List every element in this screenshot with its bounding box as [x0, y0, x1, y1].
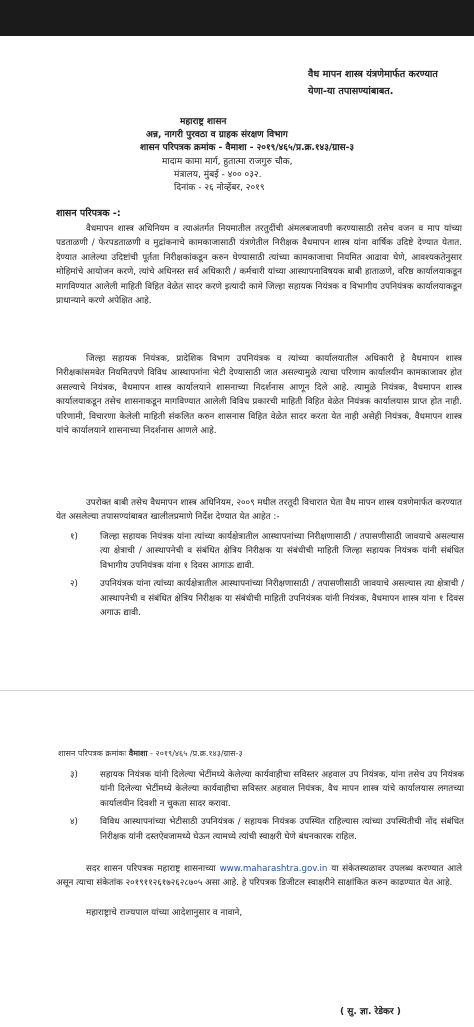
list-item-text: विविध आस्थापनांच्या भेटीसाठी उपनियंत्रक / सहायक नियंत्रक उपस्थित राहिल्यास त्यांच्या उपस्थितीची नोंद संबंधित निरीक्षक यांनी दस्तऐवजामध्ये घेऊन त्यामध्ये त्यांची स्वाक्षरी घेणे बंधनकारक राहिल.	[100, 817, 464, 842]
government-name: महाराष्ट्र शासन	[180, 117, 227, 127]
address-line-1: मादाम कामा मार्ग, हुतात्मा राजगुरु चौक,	[162, 156, 293, 167]
circular-number: शासन परिपत्रक क्रमांक - वैमाशा - २०१९/४६५/प्र.क्र.१४३/ग्रास-३	[140, 143, 355, 154]
top-toolbar	[0, 0, 474, 36]
circular-date: दिनांक - २६ नोव्हेंबर, २०१९	[174, 183, 265, 194]
document-page-1	[0, 36, 474, 700]
page-gap	[0, 700, 474, 740]
ref-prefix: शासन परिपत्रक क्रमांकः	[58, 749, 127, 758]
list-item-text: जिल्हा सहायक नियंत्रक यांना त्यांच्या कार्यक्षेत्रातील आस्थापनांच्या निरीक्षणासाठी / तपासणीसाठी जावयाचे असल्यास त्या क्षेत्राची / आस्थापनेची व संबंधित क्षेत्रिय निरीक्षक या संबंधीची माहिती जिल्हा सहायक नियंत्रक यांनी संबंधित विभागीय उपनियंत्रक यांना १ दिवस आगाऊ द्यावी.	[100, 532, 464, 571]
paragraph-5: महाराष्ट्राचे राज्यपाल यांच्या आदेशानुसार व नावाने,	[86, 908, 243, 918]
list-item-text: उपनियंत्रक यांना त्यांच्या कार्यक्षेत्रातील आस्थापनांच्या निरीक्षणासाठी / तपासणीसाठी जावयाचे असल्यास त्या क्षेत्राची / आस्थापनेची व संबंधित क्षेत्रिय निरीक्षक या संबंधीची माहिती उपनियंत्रक यांनी नियंत्रक, वैधमापन शास्त्र यांना १ दिवस अगाऊ द्यावी.	[100, 579, 464, 619]
list-item-number: ३)	[70, 770, 78, 780]
para4-post: या संकेतस्थळावर उपलब्ध करण्यात आले असून त्याचा संकेतांक २०१९११२६१७२६२८७०५ असा आहे. हे परिपत्रक डिजीटल स्वाक्षरीने साक्षांकित करुन काढण्यात येत आहे.	[56, 864, 462, 889]
directive-list-1	[70, 530, 464, 624]
page-divider	[0, 690, 474, 691]
paragraph-4	[56, 862, 462, 891]
website-link[interactable]: www.maharashtra.gov.in	[219, 864, 328, 874]
list-item-number: ४)	[70, 817, 78, 828]
circular-label: शासन परिपत्रक -:	[56, 208, 121, 219]
subject-block	[308, 66, 468, 100]
signature: ( सु. ज्ञा. रेडेकर )	[340, 1007, 401, 1017]
directive-list-2	[70, 768, 464, 848]
ref-rest: - २०१९/४६५ /प्र.क्र.१४३/ग्रास-३	[150, 749, 243, 758]
list-item	[70, 577, 464, 620]
subject-line-1: वैध मापन शास्त्र यंत्रणेमार्फत करण्यात	[308, 69, 438, 80]
list-item	[70, 530, 464, 573]
list-item-number: २)	[70, 579, 78, 590]
paragraph-2: जिल्हा सहायक नियंत्रक, प्रादेशिक विभाग उपनियंत्रक व त्यांच्या कार्यालयातील अधिकारी हे वैधमापन शास्त्र निरीक्षकांसमवेत नियमितपणे विविध आस्थापनांना भेटी देण्यासाठी जात असल्यामुळे त्याचा परिणाम कार्यालयीन कामकाजावर होत असल्याचे नियंत्रक, वैधमापन शास्त्र कार्यालयाने शासनाच्या निदर्शनास आणून दिले आहे. त्यामुळे नियंत्रक, वैधमापन शास्त्र कार्यालयाकडून तसेच शासनाकडून मागविण्यात आलेली विविध प्रकारची माहिती विहित वेळेत नियंत्रक कार्यालयास प्राप्त होत नाही. परिणामी, विचारणा केलेली माहिती संकलित करुन शासनास विहित वेळेत सादर करता येत नाही असेही नियंत्रक, वैधमापन शास्त्र यांचे कार्यालयाने शासनाच्या निदर्शनास आणले आहे.	[56, 354, 462, 437]
para4-pre: सदर शासन परिपत्रक महाराष्ट्र शासनाच्या	[86, 864, 220, 874]
paragraph-3: उपरोक्त बाबी तसेच वैधमापन शास्त्र अधिनियम, २००९ मधील तरतूदी विचारात घेता वैध मापन शास्त्र यत्रणेमार्फत करण्यात येत असलेल्या तपासण्यांबाबत खालीलप्रमाणे निर्देश देण्यात येत आहेत :-	[56, 498, 462, 523]
list-item-text: सहायक नियंत्रक यांनी दिलेल्या भेटींमध्ये केलेल्या कार्यवाहीचा सविस्तर अहवाल उप नियंत्रक, यांना तसेच उप नियंत्रक यांनी दिलेल्या भेटींमध्ये केलेल्या कार्यवाहीचा सविस्तर अहवाल नियंत्रक, वैध मापन शास्त्र यांचे कार्यालयास लगतच्या कार्यालयीन दिवशी न चुकता सादर करावा.	[100, 770, 464, 809]
address-line-2: मंत्रालय, मुंबई - ४०० ०३२.	[174, 169, 262, 180]
paragraph-1: वैधमापन शास्त्र अधिनियम व त्याअंतर्गत नियमातील तरतुदींची अंमलबजावणी करण्यासाठी तसेच वजन व माप यांच्या पडताळणी / फेरपडताळणी व मुद्रांकनाचे कामकाजासाठी यंत्रणेतील निरीक्षक वैधमापन शास्त्र यांना वार्षिक उदिष्टे देण्यात येतात. देण्यात आलेल्या उदिष्टांची पूर्तता निरीक्षकांकडून करुन घेण्यासाठी त्यांच्या कामकाजाचा नियमित आढावा घेणे, आवश्यकतेनुसार मोहिमांचे आयोजन करणे, त्यांचे अधिनस्त सर्व अधिकारी / कर्मचारी यांच्या आस्थापनाविषयक बाबी हाताळणे, वरिष्ठ कार्यालयाकडून मागविण्यात आलेली माहिती विहित वेळेत सादर करणे इत्यादी कामे जिल्हा सहायक नियंत्रक व विभागीय उपनियंत्रक कार्यालयाकडून प्राधान्याने करणे अपेक्षित आहे.	[56, 224, 462, 307]
page-2-reference	[58, 748, 243, 759]
list-item	[70, 815, 464, 844]
department-name: अन्न, नागरी पुरवठा व ग्राहक संरक्षण विभाग	[146, 130, 288, 141]
list-item	[70, 768, 464, 811]
letter-header	[140, 116, 440, 195]
list-item-number: १)	[70, 532, 78, 542]
subject-line-2: येणा-या तपासण्यांबाबत.	[308, 86, 394, 97]
ref-code: वैमाशा	[128, 749, 148, 758]
